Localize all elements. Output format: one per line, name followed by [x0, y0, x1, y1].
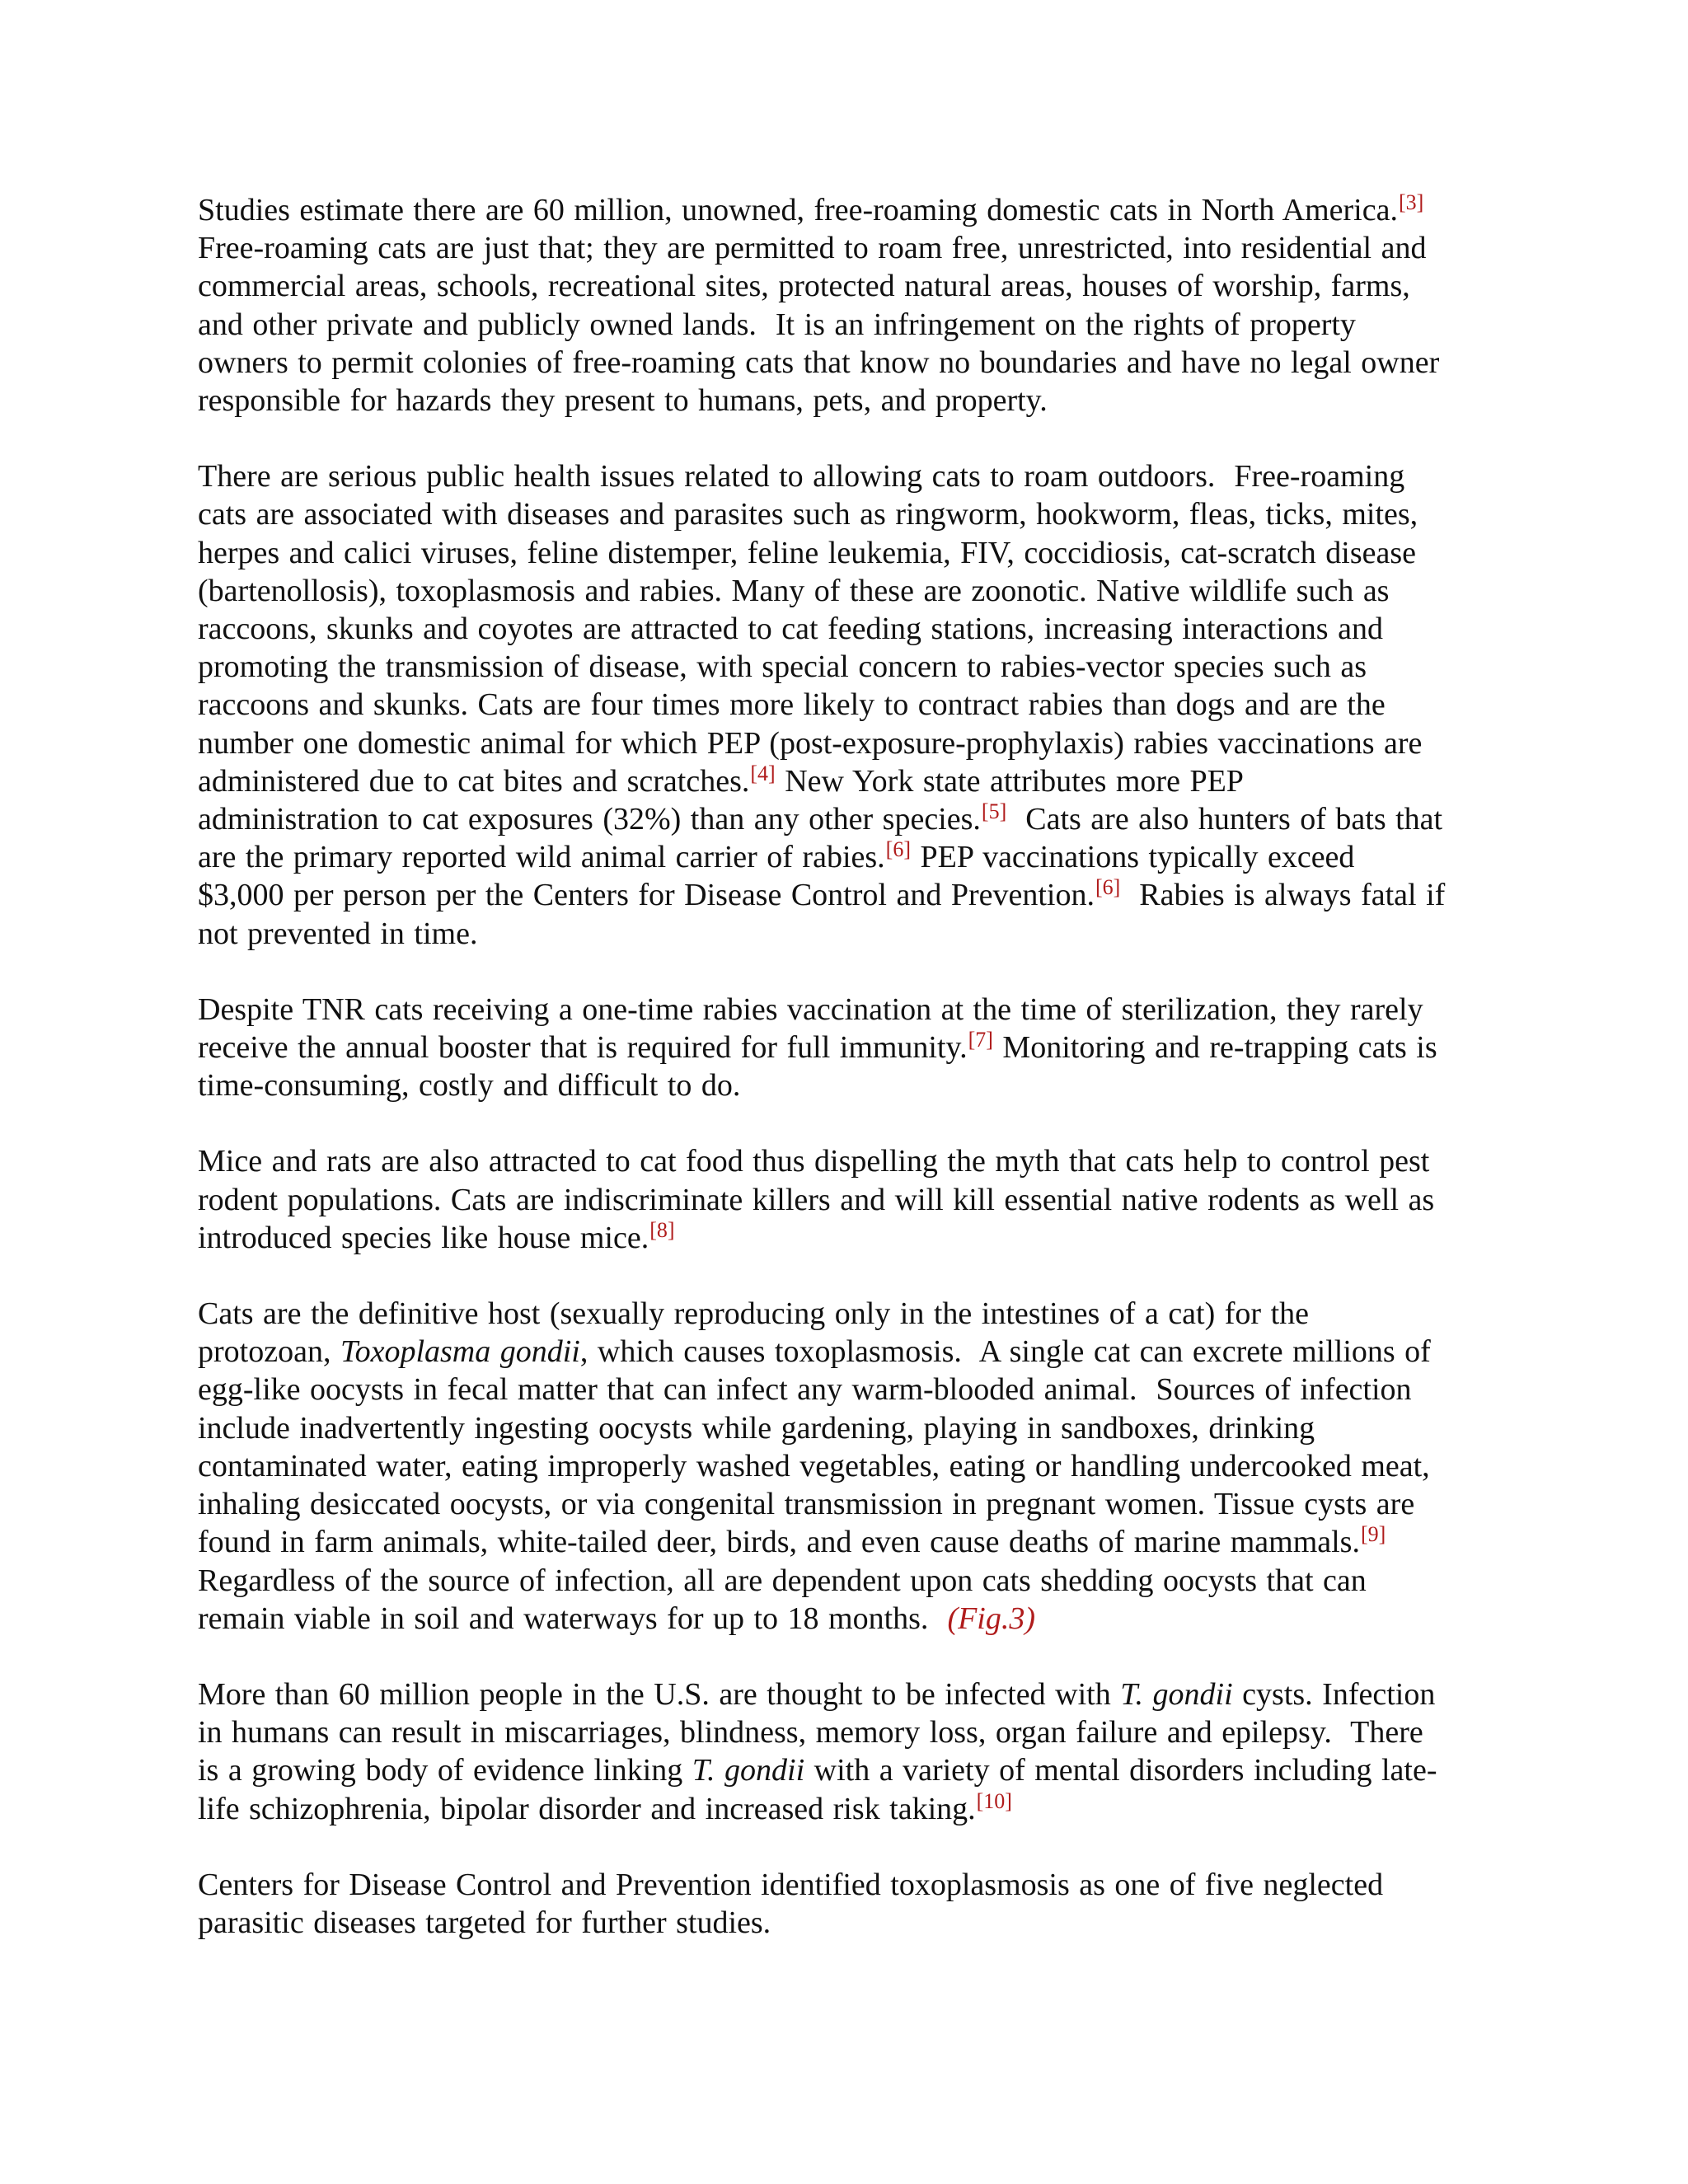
text-run: raccoons, skunks and coyotes are attracted to cat feeding stations, increasing interactions and — [198, 612, 1383, 647]
figure-reference[interactable]: (Fig.3) — [947, 1601, 1036, 1636]
text-run: rodent populations. Cats are indiscriminate killers and will kill essential native rodents as well as — [198, 1182, 1435, 1217]
text-run: Free-roaming cats are just that; they are permitted to roam free, unrestricted, into residential and — [198, 231, 1427, 266]
text-run: Mice and rats are also attracted to cat food thus dispelling the myth that cats help to control pest — [198, 1144, 1430, 1179]
text-run: inhaling desiccated oocysts, or via congenital transmission in pregnant women. Tissue cysts are — [198, 1487, 1415, 1522]
text-run: owners to permit colonies of free-roaming cats that know no boundaries and have no legal owner — [198, 344, 1440, 380]
text-line — [198, 1333, 1488, 1371]
text-line — [198, 915, 1488, 953]
paragraph — [198, 457, 1488, 953]
paragraph — [198, 991, 1488, 1105]
citation-reference[interactable]: [4] — [750, 761, 776, 785]
citation-reference[interactable]: [8] — [649, 1217, 675, 1242]
text-line — [198, 534, 1488, 572]
text-line — [198, 1866, 1488, 1904]
text-run: responsible for hazards they present to humans, pets, and property. — [198, 383, 1048, 419]
text-run: receive the annual booster that is required for full immunity. — [198, 1030, 968, 1066]
paragraph — [198, 191, 1488, 419]
text-run: Centers for Disease Control and Prevention identified toxoplasmosis as one of five neglected — [198, 1867, 1384, 1902]
text-run: with a variety of mental disorders including late- — [804, 1753, 1437, 1788]
paragraph — [198, 1295, 1488, 1638]
text-line — [198, 648, 1488, 686]
citation-reference[interactable]: [10] — [976, 1788, 1012, 1813]
text-line — [198, 229, 1488, 267]
text-line — [198, 191, 1488, 229]
text-line — [198, 1713, 1488, 1751]
text-line — [198, 1485, 1488, 1523]
text-run: cats are associated with diseases and parasites such as ringworm, hookworm, fleas, ticks, mites, — [198, 497, 1418, 532]
text-run: administered due to cat bites and scratches. — [198, 763, 750, 799]
text-run: Cats are the definitive host (sexually reproducing only in the intestines of a cat) for the — [198, 1296, 1309, 1332]
citation-reference[interactable]: [3] — [1398, 190, 1424, 214]
text-line — [198, 457, 1488, 495]
scientific-name: T. gondii — [1120, 1676, 1233, 1712]
text-run: found in farm animals, white-tailed deer, birds, and even cause deaths of marine mammals. — [198, 1525, 1360, 1560]
text-line — [198, 1219, 1488, 1257]
text-line — [198, 267, 1488, 305]
text-line — [198, 1675, 1488, 1713]
text-run: commercial areas, schools, recreational sites, protected natural areas, houses of worship, farms, — [198, 269, 1410, 304]
text-line — [198, 1790, 1488, 1828]
text-run: cysts. Infection — [1232, 1676, 1436, 1712]
citation-reference[interactable]: [6] — [885, 837, 911, 862]
text-line — [198, 306, 1488, 344]
paragraph — [198, 1675, 1488, 1828]
text-run: administration to cat exposures (32%) than any other species. — [198, 802, 981, 837]
text-run: and other private and publicly owned lands. It is an infringement on the rights of property — [198, 307, 1356, 342]
text-line — [198, 610, 1488, 648]
text-line — [198, 1181, 1488, 1219]
text-run: Despite TNR cats receiving a one-time rabies vaccination at the time of sterilization, they rarely — [198, 991, 1423, 1027]
text-run: herpes and calici viruses, feline distemper, feline leukemia, FIV, coccidiosis, cat-scratch disease — [198, 535, 1417, 570]
text-line — [198, 572, 1488, 610]
text-line — [198, 876, 1488, 914]
text-run: is a growing body of evidence linking — [198, 1753, 692, 1788]
text-line — [198, 1066, 1488, 1104]
citation-reference[interactable]: [5] — [981, 799, 1007, 824]
text-line — [198, 1409, 1488, 1447]
text-run: egg-like oocysts in fecal matter that can infect any warm-blooded animal. Sources of infection — [198, 1372, 1412, 1408]
text-run: Rabies is always fatal if — [1120, 878, 1446, 913]
text-run: (bartenollosis), toxoplasmosis and rabies. Many of these are zoonotic. Native wildlife such as — [198, 573, 1390, 608]
scientific-name: Toxoplasma gondii — [340, 1334, 580, 1370]
text-line — [198, 495, 1488, 533]
text-line — [198, 991, 1488, 1029]
text-line — [198, 382, 1488, 419]
text-run: parasitic diseases targeted for further studies. — [198, 1905, 771, 1940]
text-line — [198, 1523, 1488, 1561]
text-line — [198, 1295, 1488, 1333]
text-run: $3,000 per person per the Centers for Disease Control and Prevention. — [198, 878, 1095, 913]
text-run: There are serious public health issues related to allowing cats to roam outdoors. Free-roaming — [198, 459, 1405, 494]
citation-reference[interactable]: [7] — [968, 1028, 993, 1052]
text-line — [198, 1447, 1488, 1485]
text-run: number one domestic animal for which PEP (post-exposure-prophylaxis) rabies vaccinations are — [198, 725, 1423, 761]
text-line — [198, 1562, 1488, 1600]
document-body — [198, 191, 1488, 1980]
text-run: not prevented in time. — [198, 916, 478, 951]
text-run: More than 60 million people in the U.S. are thought to be infected with — [198, 1676, 1121, 1712]
citation-reference[interactable]: [9] — [1360, 1522, 1386, 1547]
text-line — [198, 686, 1488, 724]
text-line — [198, 1904, 1488, 1942]
text-run: in humans can result in miscarriages, blindness, memory loss, organ failure and epilepsy. There — [198, 1715, 1423, 1750]
text-line — [198, 1371, 1488, 1408]
scientific-name: T. gondii — [692, 1753, 805, 1788]
text-line — [198, 344, 1488, 382]
text-run: raccoons and skunks. Cats are four times more likely to contract rabies than dogs and are the — [198, 687, 1386, 723]
text-line — [198, 1029, 1488, 1066]
text-run: are the primary reported wild animal carrier of rabies. — [198, 840, 885, 875]
text-line — [198, 800, 1488, 838]
text-line — [198, 762, 1488, 800]
text-run: Cats are also hunters of bats that — [1006, 802, 1443, 837]
paragraph — [198, 1866, 1488, 1942]
text-run: remain viable in soil and waterways for up to 18 months. — [198, 1601, 948, 1636]
text-run: Regardless of the source of infection, all are dependent upon cats shedding oocysts that can — [198, 1563, 1367, 1598]
text-run: protozoan, — [198, 1334, 340, 1370]
text-run: promoting the transmission of disease, with special concern to rabies-vector species such as — [198, 649, 1367, 685]
paragraph — [198, 1142, 1488, 1257]
text-line — [198, 838, 1488, 876]
text-line — [198, 1600, 1488, 1638]
text-run: time-consuming, costly and difficult to do. — [198, 1068, 741, 1104]
text-run: life schizophrenia, bipolar disorder and increased risk taking. — [198, 1791, 976, 1826]
text-run: , which causes toxoplasmosis. A single cat can excrete millions of — [579, 1334, 1431, 1370]
text-run: include inadvertently ingesting oocysts while gardening, playing in sandboxes, drinking — [198, 1410, 1315, 1446]
text-run: Monitoring and re-trapping cats is — [992, 1030, 1437, 1066]
text-run: Studies estimate there are 60 million, unowned, free-roaming domestic cats in North America. — [198, 193, 1398, 227]
text-run: contaminated water, eating improperly washed vegetables, eating or handling undercooked meat, — [198, 1448, 1430, 1483]
text-line — [198, 1751, 1488, 1789]
text-run: introduced species like house mice. — [198, 1220, 649, 1255]
citation-reference[interactable]: [6] — [1095, 875, 1121, 900]
text-run: New York state attributes more PEP — [775, 763, 1244, 799]
text-line — [198, 1142, 1488, 1180]
text-line — [198, 724, 1488, 762]
text-run: PEP vaccinations typically exceed — [911, 840, 1355, 875]
